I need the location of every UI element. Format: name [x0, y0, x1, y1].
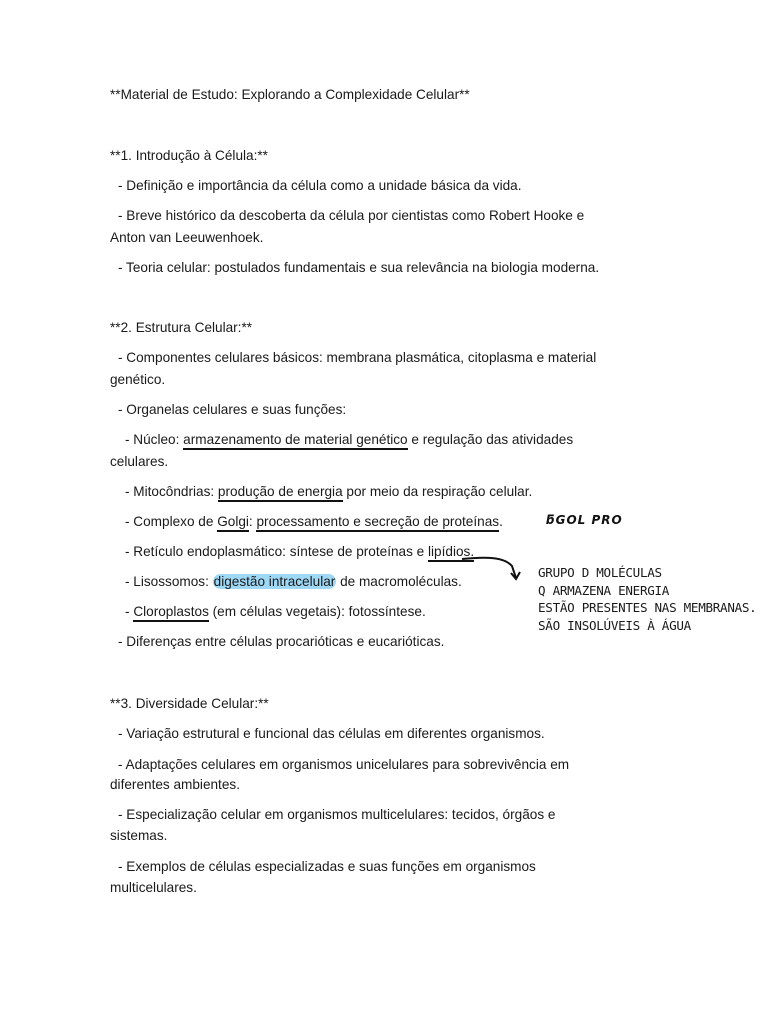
handwritten-note-line: GRUPO D MOLÉCULAS: [538, 565, 662, 580]
underline-mark: processamento e secreção de proteínas: [256, 514, 499, 532]
list-item: - Teoria celular: postulados fundamentais e sua relevância na biologia moderna.: [118, 260, 600, 275]
list-item: - Exemplos de células especializadas e suas funções em organismos: [118, 859, 536, 874]
list-item-continuation: genético.: [110, 372, 166, 387]
list-item-continuation: Anton van Leeuwenhoek.: [110, 230, 264, 245]
underline-mark: Golgi: [217, 514, 249, 532]
list-item: - Adaptações celulares em organismos unicelulares para sobrevivência em: [118, 757, 570, 772]
list-item: - Organelas celulares e suas funções:: [118, 402, 347, 417]
list-item: - Definição e importância da célula como a unidade básica da vida.: [118, 178, 522, 193]
list-item: - Variação estrutural e funcional das células em diferentes organismos.: [118, 726, 545, 741]
list-item: - Componentes celulares básicos: membrana plasmática, citoplasma e material: [118, 350, 597, 365]
highlight-mark: digestão intracelular: [213, 574, 336, 589]
organelle-golgi: - Complexo de Golgi: processamento e secreção de proteínas.: [125, 514, 503, 530]
underline-mark: armazenamento de material genético: [183, 432, 407, 450]
list-item: - Breve histórico da descoberta da célula por cientistas como Robert Hooke e: [118, 208, 585, 223]
handwritten-note-line: SÃO INSOLÚVEIS À ÁGUA: [538, 618, 691, 633]
handwritten-note-line: ESTÃO PRESENTES NAS MEMBRANAS.: [538, 600, 757, 615]
organelle-mitocondrias: - Mitocôndrias: produção de energia por meio da respiração celular.: [125, 484, 532, 500]
organelle-nucleo: - Núcleo: armazenamento de material genético e regulação das atividades: [125, 432, 573, 448]
list-item: - Diferenças entre células procarióticas e eucarióticas.: [118, 634, 445, 649]
list-item-continuation: diferentes ambientes.: [110, 777, 240, 792]
list-item-continuation: multicelulares.: [110, 880, 197, 895]
list-item: - Especialização celular em organismos multicelulares: tecidos, órgãos e: [118, 807, 556, 822]
document-title: **Material de Estudo: Explorando a Complexidade Celular**: [110, 87, 470, 102]
organelle-cloroplastos: - Cloroplastos (em células vegetais): fotossíntese.: [125, 604, 426, 620]
underline-mark: produção de energia: [218, 484, 343, 502]
section-heading: **1. Introdução à Célula:**: [110, 148, 268, 163]
organelle-reticulo: - Retículo endoplasmático: síntese de proteínas e lipídios.: [125, 544, 474, 560]
underline-mark: Cloroplastos: [133, 604, 209, 622]
list-item-continuation: sistemas.: [110, 828, 168, 843]
handwritten-golgi-note: ƃGOL PRO: [546, 513, 623, 527]
section-heading: **2. Estrutura Celular:**: [110, 320, 253, 335]
underline-mark: lipídios.: [428, 544, 474, 562]
handwritten-note-line: Q ARMAZENA ENERGIA: [538, 583, 670, 598]
organelle-lisossomos: - Lisossomos: digestão intracelular de macromoléculas.: [125, 574, 462, 589]
list-item-continuation: celulares.: [110, 454, 169, 469]
section-heading: **3. Diversidade Celular:**: [110, 696, 269, 711]
